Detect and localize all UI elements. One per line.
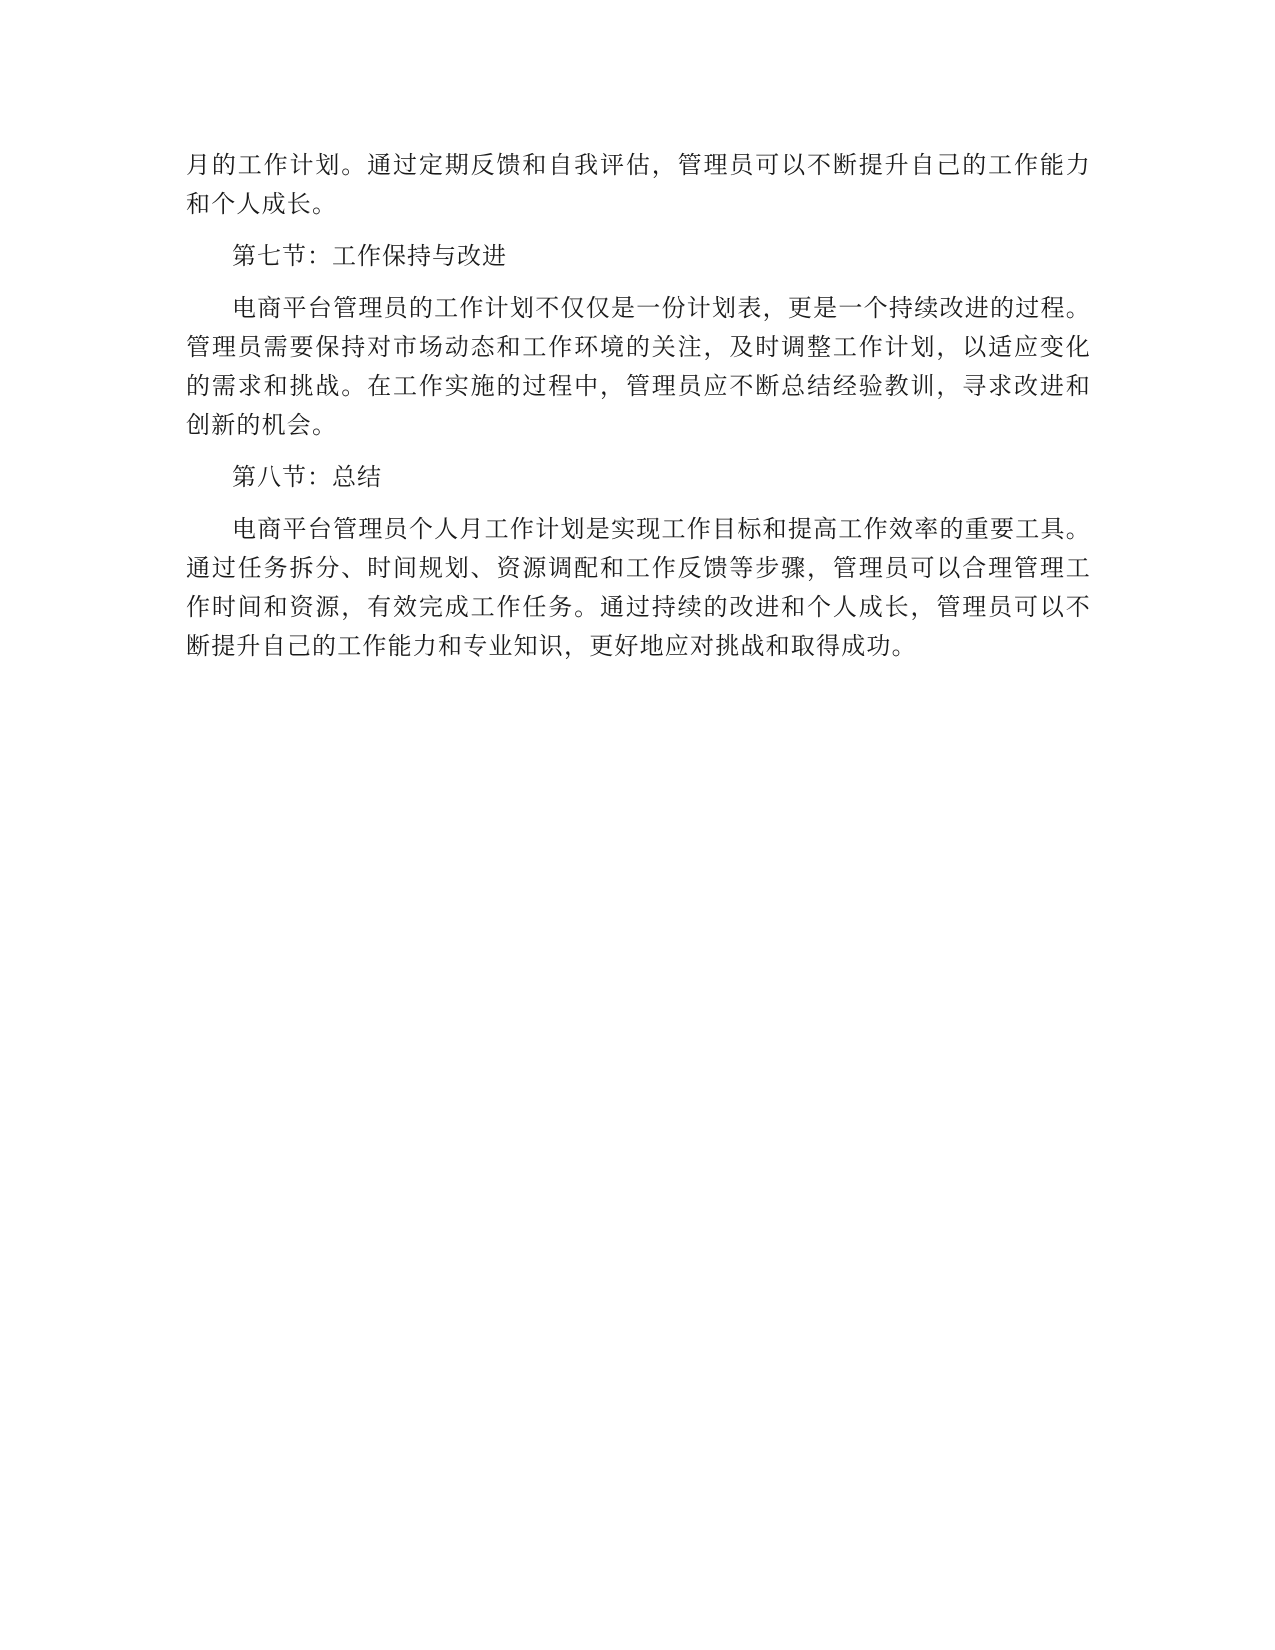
section-7-heading: 第七节：工作保持与改进 xyxy=(232,242,507,270)
section-7-paragraph: 电商平台管理员的工作计划不仅仅是一份计划表，更是一个持续改进的过程。管理员需要保持对市场动态和工作环境的关注，及时调整工作计划，以适应变化的需求和挑战。在工作实施的过程中，管理员应不断总结经验教训，寻求改进和创新的机会。 xyxy=(186,294,1091,439)
continuation-paragraph: 月的工作计划。通过定期反馈和自我评估，管理员可以不断提升自己的工作能力和个人成长。 xyxy=(186,151,1091,218)
document-page xyxy=(186,146,1091,666)
section-8-paragraph: 电商平台管理员个人月工作计划是实现工作目标和提高工作效率的重要工具。通过任务拆分、时间规划、资源调配和工作反馈等步骤，管理员可以合理管理工作时间和资源，有效完成工作任务。通过持续的改进和个人成长，管理员可以不断提升自己的工作能力和专业知识，更好地应对挑战和取得成功。 xyxy=(186,515,1091,660)
section-8-heading: 第八节：总结 xyxy=(232,463,382,491)
